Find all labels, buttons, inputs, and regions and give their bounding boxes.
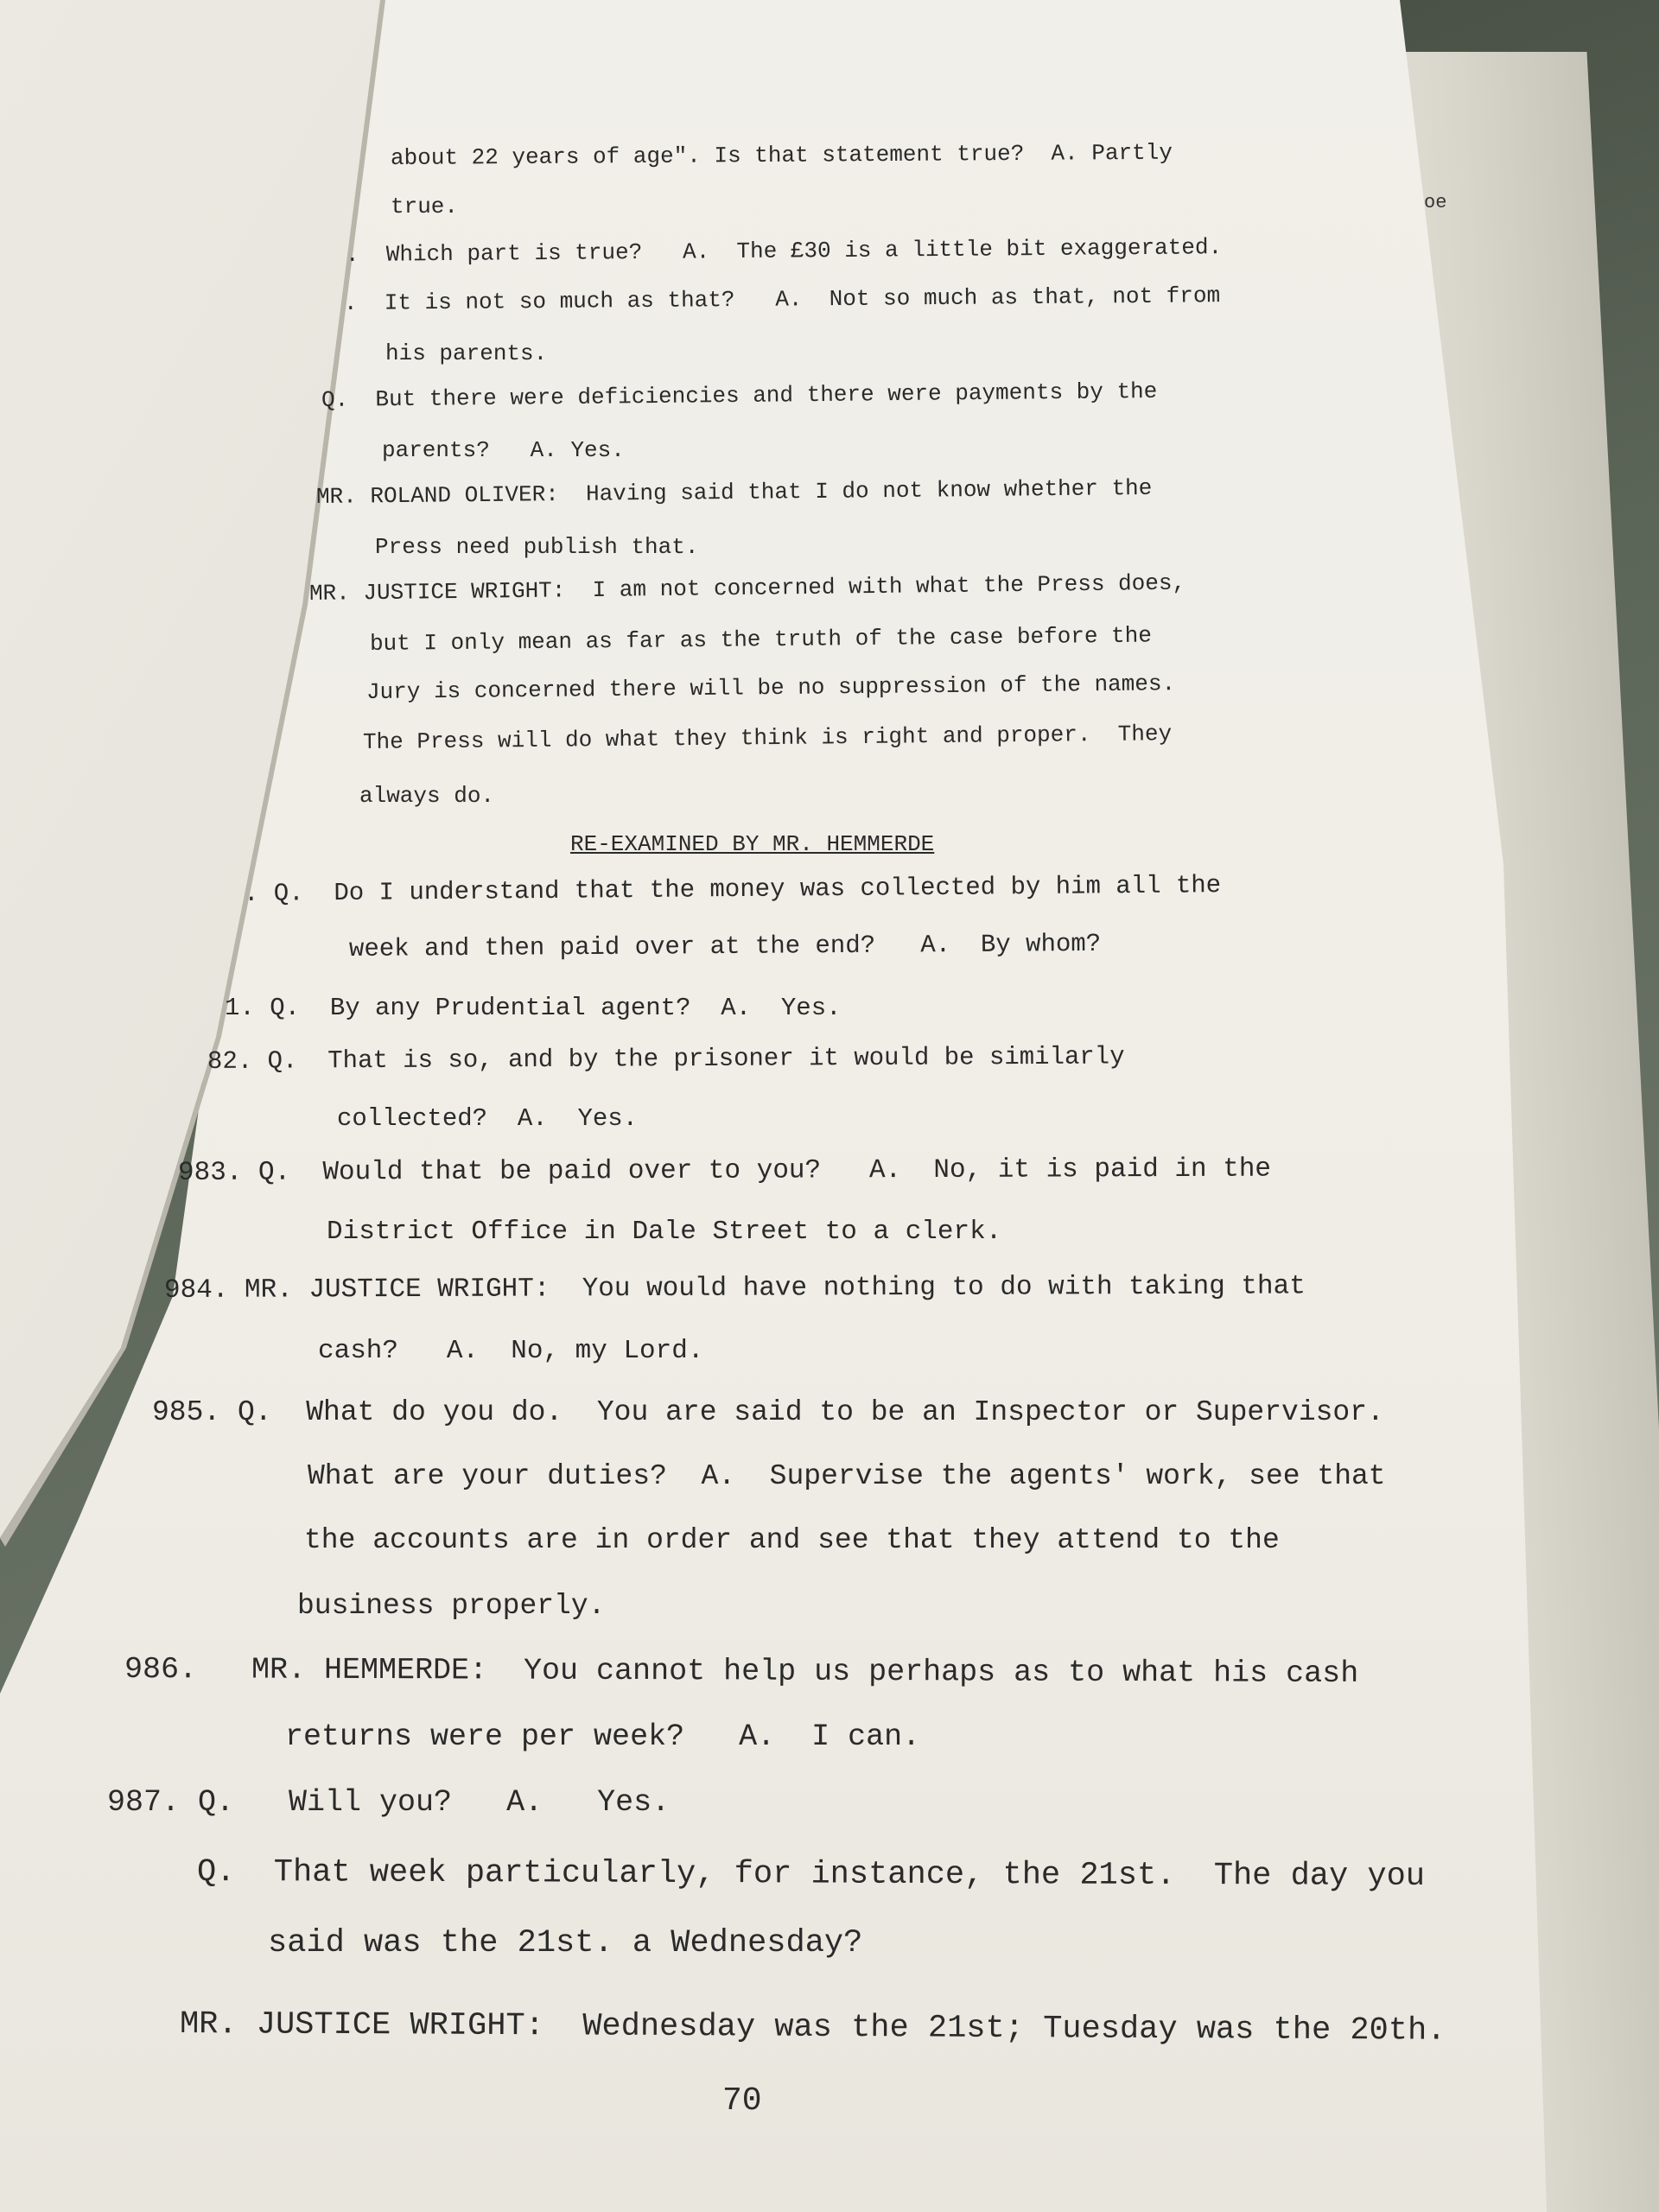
- transcript-line: What are your duties? A. Supervise the agents' work, see that: [308, 1460, 1386, 1492]
- transcript-line: 986. MR. HEMMERDE: You cannot help us perhaps as to what his cash: [124, 1652, 1359, 1691]
- transcript-line: . Q. Do I understand that the money was collected by him all the: [243, 871, 1222, 908]
- transcript-line: 82. Q. That is so, and by the prisoner it would be similarly: [207, 1042, 1125, 1076]
- transcript-line: true.: [391, 194, 459, 219]
- transcript-line: The Press will do what they think is right and proper. They: [362, 721, 1173, 755]
- transcript-line: . It is not so much as that? A. Not so much as that, not from: [343, 283, 1221, 316]
- transcript-line: MR. JUSTICE WRIGHT: I am not concerned with what the Press does,: [308, 569, 1186, 607]
- transcript-line: collected? A. Yes.: [337, 1104, 639, 1133]
- transcript-line: business properly.: [297, 1590, 606, 1622]
- page-number: 70: [722, 2082, 762, 2120]
- transcript-line: but I only mean as far as the truth of the case before the: [369, 622, 1153, 657]
- transcript-line: Jury is concerned there will be no suppression of the names.: [365, 671, 1176, 705]
- section-heading: RE-EXAMINED BY MR. HEMMERDE: [570, 831, 935, 857]
- transcript-line: about 22 years of age". Is that statement true? A. Partly: [390, 139, 1173, 171]
- transcript-line: 1. Q. By any Prudential agent? A. Yes.: [225, 994, 842, 1022]
- transcript-line: District Office in Dale Street to a clerk.: [327, 1217, 1002, 1247]
- transcript-line: MR. JUSTICE WRIGHT: Wednesday was the 21st; Tuesday was the 20th.: [179, 2006, 1446, 2050]
- transcript-line: 987. Q. Will you? A. Yes.: [107, 1785, 671, 1820]
- transcript-line: the accounts are in order and see that they attend to the: [304, 1524, 1280, 1556]
- transcript-line: Q. But there were deficiencies and there were payments by the: [321, 378, 1158, 413]
- transcript-line: Q. That week particularly, for instance, the 21st. The day you: [196, 1854, 1426, 1895]
- transcript-line: week and then paid over at the end? A. By whom?: [348, 929, 1102, 963]
- transcript-line: cash? A. No, my Lord.: [318, 1336, 704, 1366]
- transcript-line: said was the 21st. a Wednesday?: [268, 1925, 863, 1961]
- transcript-line: 985. Q. What do you do. You are said to be an Inspector or Supervisor.: [152, 1396, 1384, 1428]
- transcript-line: MR. ROLAND OLIVER: Having said that I do not know whether the: [315, 474, 1153, 510]
- transcript-line: his parents.: [385, 340, 548, 366]
- margin-mark: oe: [1424, 192, 1447, 213]
- transcript-line: . Which part is true? A. The £30 is a little bit exaggerated.: [345, 234, 1223, 268]
- transcript-line: 984. MR. JUSTICE WRIGHT: You would have nothing to do with taking that: [163, 1271, 1306, 1306]
- transcript-line: 983. Q. Would that be paid over to you? A. No, it is paid in the: [177, 1154, 1272, 1188]
- transcript-line: always do.: [359, 783, 495, 809]
- transcript-line: returns were per week? A. I can.: [285, 1719, 921, 1754]
- transcript-line: Press need publish that.: [375, 534, 699, 560]
- transcript-line: parents? A. Yes.: [382, 437, 625, 463]
